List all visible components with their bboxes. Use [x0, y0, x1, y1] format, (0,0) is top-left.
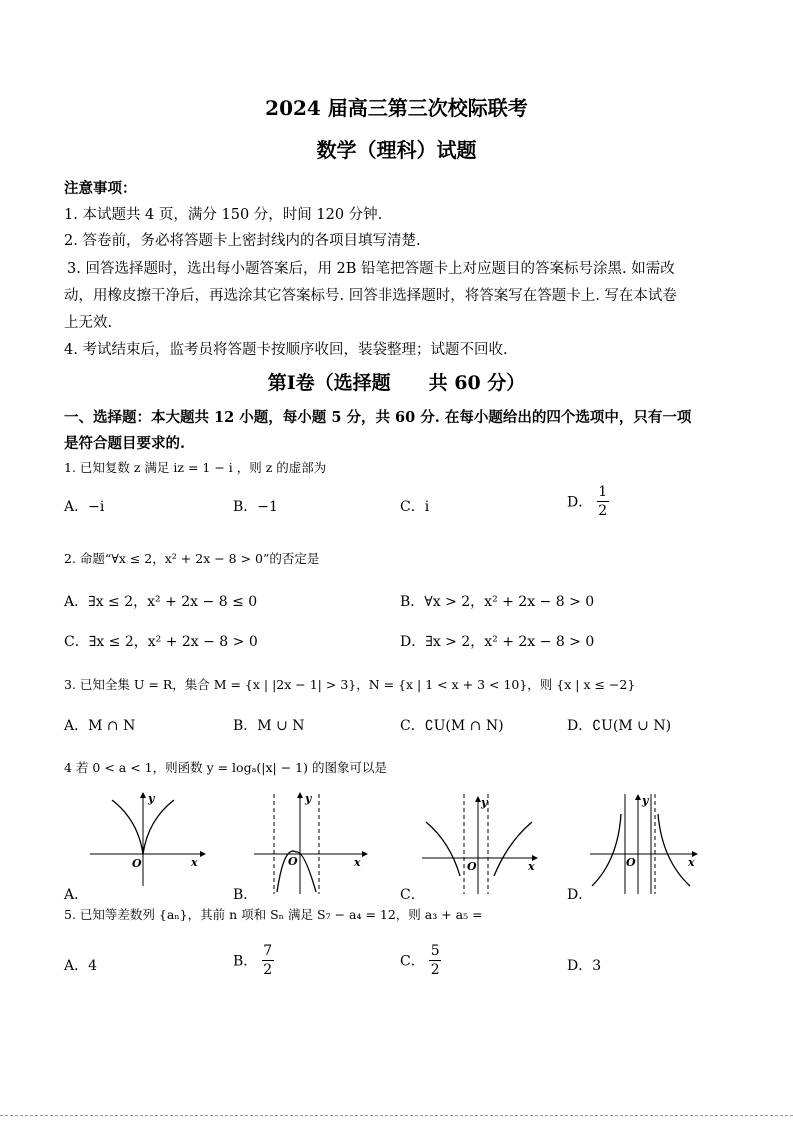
y-axis-label: y: [481, 796, 488, 809]
y-axis-label: y: [305, 792, 312, 805]
q4-graph-a: [88, 790, 208, 890]
q1-option-d-label: D．: [567, 494, 593, 511]
q5-option-b-label: B．: [233, 953, 258, 970]
q5-option-b-fraction: [262, 943, 274, 978]
q5-option-b[interactable]: [233, 943, 274, 978]
section-instruction: 一、选择题：本大题共 12 小题，每小题 5 分，共 60 分. 在每小题给出的四个选项中，只有一项: [64, 409, 692, 426]
origin-label: O: [132, 857, 142, 870]
graph-curve: [112, 800, 143, 854]
notes-heading: 注意事项：: [64, 180, 137, 197]
fraction-denominator: 2: [598, 503, 608, 519]
fraction-denominator: 2: [430, 962, 440, 978]
graph-curve: [426, 822, 460, 876]
origin-label: O: [288, 855, 298, 868]
graph-curve: [592, 814, 621, 886]
question-3-stem: 3. 已知全集 U = R，集合 M = {x | |2x − 1| > 3}，N = {x | 1 < x + 3 < 10}，则 {x | x ≤ −2}: [64, 677, 636, 692]
section-title: 第Ⅰ卷（选择题 共 60 分）: [267, 372, 526, 394]
y-axis-label: y: [642, 794, 649, 807]
q4-graph-d: [588, 790, 706, 896]
q4-option-a[interactable]: A．: [64, 887, 89, 903]
exam-subtitle: 数学（理科）试题: [316, 138, 477, 162]
q4-option-b[interactable]: B．: [233, 887, 258, 903]
q5-option-d[interactable]: D．3: [567, 958, 602, 974]
graph-curve: [143, 800, 174, 854]
fraction-numerator: 7: [263, 943, 273, 959]
question-2-stem: 2. 命题“∀x ≤ 2，x² + 2x − 8 > 0”的否定是: [64, 551, 320, 566]
q1-option-b[interactable]: B．−1: [233, 499, 278, 515]
q1-option-d[interactable]: [567, 484, 609, 519]
note-line: 动，用橡皮擦干净后，再选涂其它答案标号. 回答非选择题时，将答案写在答题卡上. 写在本试卷: [64, 288, 677, 304]
q5-option-a[interactable]: A．4: [64, 958, 98, 974]
q1-option-a[interactable]: A．−i: [64, 499, 105, 515]
q3-option-c[interactable]: C．∁U(M ∩ N): [400, 718, 504, 734]
x-axis-label: x: [354, 856, 361, 869]
q3-option-a[interactable]: A．M ∩ N: [64, 718, 136, 734]
x-axis-label: x: [528, 860, 535, 873]
q5-option-c-fraction: [429, 943, 441, 978]
q4-option-c[interactable]: C．: [400, 887, 425, 903]
fraction-numerator: 5: [430, 943, 440, 959]
x-axis-label: x: [688, 856, 695, 869]
q1-option-d-fraction: [597, 484, 609, 519]
q4-graph-c: [420, 790, 546, 896]
q2-option-d[interactable]: D．∃x > 2，x² + 2x − 8 > 0: [400, 634, 595, 650]
q1-option-c[interactable]: C．i: [400, 499, 430, 515]
question-5-stem: 5. 已知等差数列 {aₙ}，其前 n 项和 Sₙ 满足 S₇ − a₄ = 12，则 a₃ + a₅ =: [64, 907, 483, 922]
q2-option-c[interactable]: C．∃x ≤ 2，x² + 2x − 8 > 0: [64, 634, 258, 650]
q5-option-c[interactable]: [400, 943, 441, 978]
origin-label: O: [467, 860, 477, 873]
y-axis-label: y: [148, 792, 155, 805]
graph-curve: [658, 814, 690, 886]
note-line: 1. 本试题共 4 页，满分 150 分，时间 120 分钟.: [64, 207, 383, 223]
exam-title: 2024 届高三第三次校际联考: [265, 96, 528, 120]
note-line: 3. 回答选择题时，选出每小题答案后，用 2B 铅笔把答题卡上对应题目的答案标号涂黑. 如需改: [67, 261, 675, 277]
q5-option-c-label: C．: [400, 953, 425, 970]
page-bottom-divider: [0, 1115, 793, 1116]
q4-graph-b: [252, 790, 372, 896]
q2-option-a[interactable]: A．∃x ≤ 2，x² + 2x − 8 ≤ 0: [64, 594, 258, 610]
q4-option-d[interactable]: D．: [567, 887, 593, 903]
question-1-stem: 1. 已知复数 z 满足 iz = 1 − i ，则 z 的虚部为: [64, 460, 327, 475]
note-line: 上无效.: [64, 315, 113, 331]
fraction-denominator: 2: [263, 962, 273, 978]
question-4-stem: 4 若 0 < a < 1，则函数 y = logₐ(|x| − 1) 的图象可以是: [64, 760, 387, 775]
q3-option-d[interactable]: D．∁U(M ∪ N): [567, 718, 672, 734]
note-line: 4. 考试结束后，监考员将答题卡按顺序收回，装袋整理；试题不回收.: [64, 342, 508, 358]
section-instruction: 是符合题目要求的.: [64, 435, 186, 452]
note-line: 2. 答卷前，务必将答题卡上密封线内的各项目填写清楚.: [64, 233, 421, 249]
q3-option-b[interactable]: B．M ∪ N: [233, 718, 305, 734]
x-axis-label: x: [191, 856, 198, 869]
q2-option-b[interactable]: B．∀x > 2，x² + 2x − 8 > 0: [400, 594, 595, 610]
fraction-numerator: 1: [598, 484, 608, 500]
origin-label: O: [626, 856, 636, 869]
graph-curve: [494, 822, 532, 876]
